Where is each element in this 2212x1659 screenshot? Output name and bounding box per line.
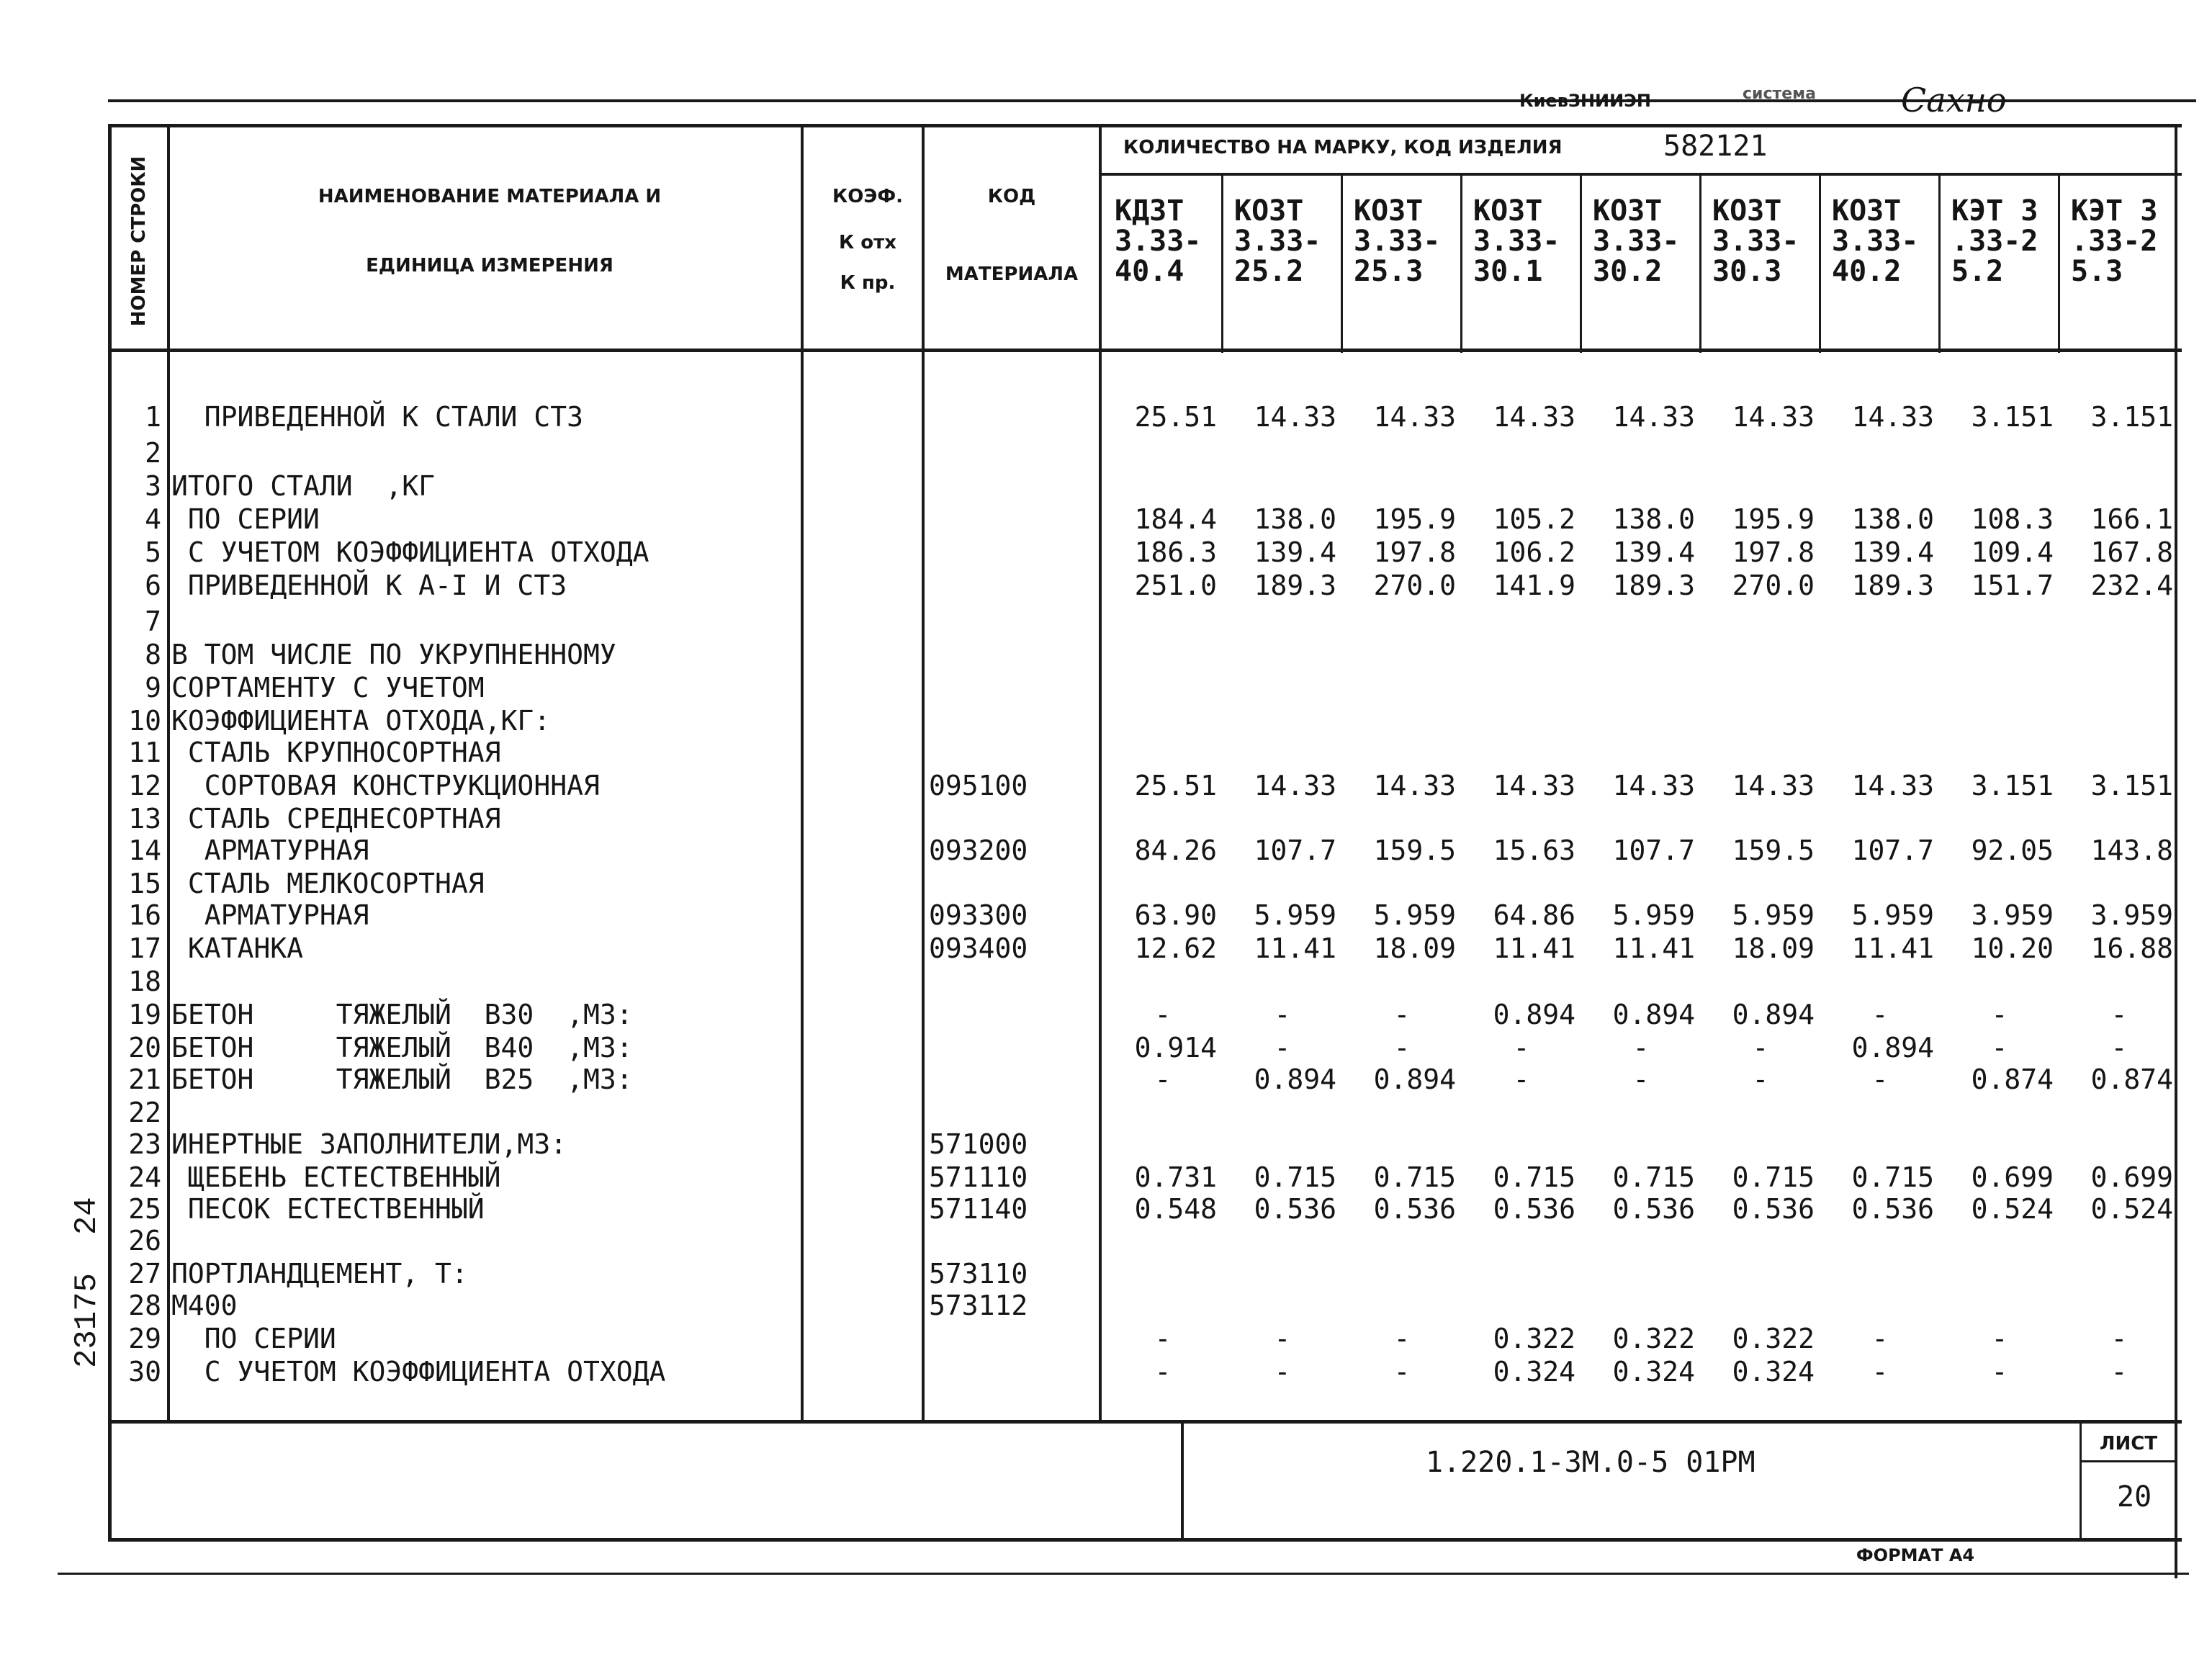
- row-material-name: С УЧЕТОМ КОЭФФИЦИЕНТА ОТХОДА: [171, 1356, 666, 1388]
- row-value: 0.536: [1493, 1193, 1575, 1225]
- mark-header-line: 40.2: [1832, 255, 1902, 288]
- row-number: 22: [128, 1097, 161, 1128]
- row-value: -: [1154, 1356, 1172, 1388]
- row-number: 4: [145, 503, 161, 535]
- row-value: 0.524: [1971, 1193, 2054, 1225]
- row-value: 138.0: [1851, 503, 1934, 535]
- row-value: 5.959: [1612, 899, 1695, 931]
- row-material-name: АРМАТУРНАЯ: [171, 835, 369, 866]
- row-material-code: 573112: [929, 1290, 1028, 1321]
- row-value: -: [1274, 1032, 1291, 1064]
- row-material-name: СОРТАМЕНТУ С УЧЕТОМ: [171, 672, 485, 703]
- mark-header-line: 40.4: [1115, 255, 1184, 288]
- col-right-border: [2175, 124, 2177, 1578]
- header-code-line1: КОД: [987, 186, 1036, 207]
- row-value: 151.7: [1971, 570, 2054, 601]
- row-value: 0.699: [1971, 1161, 2054, 1193]
- row-value: 0.715: [1851, 1161, 1934, 1193]
- row-value: 0.524: [2090, 1193, 2173, 1225]
- row-value: 0.322: [1732, 1323, 1815, 1354]
- row-value: 107.7: [1612, 835, 1695, 866]
- mark-header: [1115, 196, 1201, 287]
- system-stamp: система: [1743, 85, 1816, 103]
- row-value: 14.33: [1254, 401, 1336, 433]
- mark-header: [1234, 196, 1321, 287]
- row-material-name: КАТАНКА: [171, 932, 304, 964]
- mark-header-line: .33-2: [1951, 225, 2038, 258]
- row-value: 0.715: [1612, 1161, 1695, 1193]
- row-value: 18.09: [1373, 932, 1456, 964]
- row-number: 9: [145, 672, 161, 703]
- row-value: 139.4: [1254, 536, 1336, 568]
- row-value: -: [1752, 1064, 1769, 1095]
- row-value: 138.0: [1612, 503, 1695, 535]
- row-value: 0.536: [1851, 1193, 1934, 1225]
- row-value: 0.536: [1373, 1193, 1456, 1225]
- mark-header: [1712, 196, 1799, 287]
- header-product-code: 582121: [1663, 130, 1768, 163]
- row-value: -: [1513, 1032, 1530, 1064]
- row-number: 28: [128, 1290, 161, 1321]
- row-number: 30: [128, 1356, 161, 1388]
- mark-header-line: .33-2: [2071, 225, 2158, 258]
- row-value: 189.3: [1612, 570, 1695, 601]
- row-value: 14.33: [1612, 401, 1695, 433]
- row-value: 3.959: [2090, 899, 2173, 931]
- footer-bottom: [108, 1538, 2182, 1542]
- row-value: 92.05: [1971, 835, 2054, 866]
- row-number: 7: [145, 606, 161, 637]
- row-value: 12.62: [1134, 932, 1217, 964]
- row-material-code: 093400: [929, 932, 1028, 964]
- row-value: 0.914: [1134, 1032, 1217, 1064]
- mark-header-line: КЭТ 3: [1951, 194, 2038, 228]
- row-value: 186.3: [1134, 536, 1217, 568]
- col-name-border: [801, 124, 804, 1421]
- row-number: 16: [128, 899, 161, 931]
- org-stamp: КиевЗНИИЭП: [1519, 91, 1651, 111]
- row-value: 11.41: [1851, 932, 1934, 964]
- mark-header: [1354, 196, 1440, 287]
- row-value: -: [2110, 999, 2128, 1030]
- row-material-name: БЕТОН ТЯЖЕЛЫЙ В40 ,М3:: [171, 1032, 633, 1064]
- row-number: 27: [128, 1258, 161, 1290]
- row-value: 0.322: [1493, 1323, 1575, 1354]
- row-value: 84.26: [1134, 835, 1217, 866]
- row-value: 14.33: [1732, 770, 1815, 801]
- row-material-name: С УЧЕТОМ КОЭФФИЦИЕНТА ОТХОДА: [171, 536, 649, 568]
- sheet-box-mid: [2080, 1460, 2176, 1462]
- row-value: 5.959: [1254, 899, 1336, 931]
- row-material-code: 093200: [929, 835, 1028, 866]
- row-value: 251.0: [1134, 570, 1217, 601]
- row-value: 0.548: [1134, 1193, 1217, 1225]
- mark-header: [2071, 196, 2157, 287]
- row-value: 25.51: [1134, 770, 1217, 801]
- row-value: -: [1632, 1032, 1650, 1064]
- signature: Сахно: [1901, 81, 2007, 120]
- row-number: 25: [128, 1193, 161, 1225]
- row-number: 18: [128, 966, 161, 997]
- mark-header: [1832, 196, 1918, 287]
- row-material-name: ПРИВЕДЕННОЙ К СТАЛИ СТ3: [171, 401, 583, 433]
- row-value: 0.715: [1254, 1161, 1336, 1193]
- mark-header: [1473, 196, 1560, 287]
- mark-header-line: 3.33-: [1354, 225, 1441, 258]
- row-value: 5.959: [1373, 899, 1456, 931]
- row-material-name: В ТОМ ЧИСЛЕ ПО УКРУПНЕННОМУ: [171, 639, 616, 670]
- row-value: 14.33: [1373, 401, 1456, 433]
- row-value: -: [1871, 1323, 1889, 1354]
- row-value: -: [2110, 1032, 2128, 1064]
- row-material-name: СТАЛЬ КРУПНОСОРТНАЯ: [171, 737, 501, 768]
- row-value: 3.959: [1971, 899, 2054, 931]
- mark-header: [1951, 196, 2038, 287]
- row-material-name: КОЭФФИЦИЕНТА ОТХОДА,КГ:: [171, 705, 551, 737]
- row-value: 18.09: [1732, 932, 1815, 964]
- row-value: 3.151: [2090, 770, 2173, 801]
- row-number: 8: [145, 639, 161, 670]
- row-value: 10.20: [1971, 932, 2054, 964]
- row-value: 232.4: [2090, 570, 2173, 601]
- row-value: 139.4: [1612, 536, 1695, 568]
- row-material-name: СОРТОВАЯ КОНСТРУКЦИОННАЯ: [171, 770, 600, 801]
- row-value: 189.3: [1851, 570, 1934, 601]
- mark-header-line: КД3Т: [1115, 194, 1184, 228]
- row-value: 0.894: [1373, 1064, 1456, 1095]
- header-bottom-border: [108, 349, 2182, 352]
- mark-header-line: 5.2: [1951, 255, 2004, 288]
- row-value: -: [1871, 1064, 1889, 1095]
- mark-header-line: 25.3: [1354, 255, 1424, 288]
- mark-header-line: КО3Т: [1712, 194, 1782, 228]
- row-number: 13: [128, 803, 161, 835]
- mark-sep-2: [1341, 173, 1343, 353]
- row-value: -: [1991, 1323, 2008, 1354]
- mark-header-line: КЭТ 3: [2071, 194, 2158, 228]
- row-value: 107.7: [1254, 835, 1336, 866]
- row-value: -: [1991, 1032, 2008, 1064]
- row-value: 270.0: [1732, 570, 1815, 601]
- row-value: 0.894: [1732, 999, 1815, 1030]
- row-value: 0.894: [1851, 1032, 1934, 1064]
- row-value: 0.894: [1254, 1064, 1336, 1095]
- row-value: 3.151: [1971, 401, 2054, 433]
- row-value: -: [1154, 1323, 1172, 1354]
- row-value: 189.3: [1254, 570, 1336, 601]
- row-value: -: [1274, 1323, 1291, 1354]
- row-value: -: [1632, 1064, 1650, 1095]
- row-value: 0.322: [1612, 1323, 1695, 1354]
- row-value: 270.0: [1373, 570, 1456, 601]
- mark-header-line: 30.2: [1593, 255, 1663, 288]
- row-value: 11.41: [1254, 932, 1336, 964]
- row-value: 14.33: [1851, 770, 1934, 801]
- mark-header-line: 30.1: [1473, 255, 1543, 288]
- mark-header-line: 25.2: [1234, 255, 1304, 288]
- row-material-name: АРМАТУРНАЯ: [171, 899, 369, 931]
- marks-top-border: [1102, 173, 2182, 176]
- mark-header-line: КО3Т: [1593, 194, 1663, 228]
- row-value: 138.0: [1254, 503, 1336, 535]
- row-value: 0.536: [1254, 1193, 1336, 1225]
- row-value: 0.324: [1493, 1356, 1575, 1388]
- row-value: 0.536: [1732, 1193, 1815, 1225]
- mark-header-line: 3.33-: [1115, 225, 1202, 258]
- row-number: 24: [128, 1161, 161, 1193]
- table-body-bottom: [108, 1420, 2182, 1424]
- row-value: 108.3: [1971, 503, 2054, 535]
- mark-sep-3: [1460, 173, 1462, 353]
- mark-header: [1593, 196, 1679, 287]
- row-value: 195.9: [1373, 503, 1456, 535]
- row-number: 5: [145, 536, 161, 568]
- row-value: -: [1513, 1064, 1530, 1095]
- row-value: -: [1274, 1356, 1291, 1388]
- row-number: 10: [128, 705, 161, 737]
- mark-header-line: КО3Т: [1354, 194, 1424, 228]
- row-value: -: [1752, 1032, 1769, 1064]
- row-value: 14.33: [1254, 770, 1336, 801]
- row-number: 2: [145, 437, 161, 469]
- row-value: 184.4: [1134, 503, 1217, 535]
- row-value: -: [1274, 999, 1291, 1030]
- row-value: 141.9: [1493, 570, 1575, 601]
- format-label: ФОРМАТ А4: [1856, 1545, 1975, 1565]
- header-coef-line1: КОЭФ.: [832, 186, 904, 207]
- header-coef-line2: К отх: [838, 232, 896, 253]
- row-value: -: [1991, 999, 2008, 1030]
- sheet-label: ЛИСТ: [2099, 1433, 2158, 1455]
- mark-sep-1: [1221, 173, 1223, 353]
- row-material-code: 571000: [929, 1128, 1028, 1160]
- row-number: 6: [145, 570, 161, 601]
- row-value: 11.41: [1612, 932, 1695, 964]
- mark-header-line: 3.33-: [1473, 225, 1560, 258]
- row-material-code: 093300: [929, 899, 1028, 931]
- row-number: 14: [128, 835, 161, 866]
- row-value: 25.51: [1134, 401, 1217, 433]
- row-material-name: ЩЕБЕНЬ ЕСТЕСТВЕННЫЙ: [171, 1161, 501, 1193]
- row-material-code: 573110: [929, 1258, 1028, 1290]
- top-border-ticks: [108, 99, 2196, 102]
- mark-header-line: 3.33-: [1593, 225, 1680, 258]
- row-number: 19: [128, 999, 161, 1030]
- row-material-name: СТАЛЬ МЕЛКОСОРТНАЯ: [171, 868, 485, 899]
- row-material-name: СТАЛЬ СРЕДНЕСОРТНАЯ: [171, 803, 501, 835]
- header-quantity-label: КОЛИЧЕСТВО НА МАРКУ, КОД ИЗДЕЛИЯ: [1123, 137, 1563, 158]
- row-value: -: [1393, 1032, 1411, 1064]
- row-number: 1: [145, 401, 161, 433]
- mark-header-line: 5.3: [2071, 255, 2123, 288]
- row-value: -: [1393, 1323, 1411, 1354]
- row-number: 26: [128, 1225, 161, 1256]
- row-value: 5.959: [1851, 899, 1934, 931]
- row-value: 109.4: [1971, 536, 2054, 568]
- mark-header-line: 3.33-: [1832, 225, 1919, 258]
- row-value: 14.33: [1493, 401, 1575, 433]
- row-value: 14.33: [1612, 770, 1695, 801]
- row-material-name: ПОРТЛАНДЦЕМЕНТ, Т:: [171, 1258, 468, 1290]
- row-value: 197.8: [1373, 536, 1456, 568]
- row-value: 0.874: [1971, 1064, 2054, 1095]
- row-material-code: 571140: [929, 1193, 1028, 1225]
- row-value: 166.1: [2090, 503, 2173, 535]
- mark-sep-8: [2058, 173, 2060, 353]
- row-value: 0.536: [1612, 1193, 1695, 1225]
- header-material-line2: ЕДИНИЦА ИЗМЕРЕНИЯ: [366, 255, 613, 276]
- row-material-name: ПО СЕРИИ: [171, 1323, 336, 1354]
- row-value: 0.715: [1373, 1161, 1456, 1193]
- row-value: -: [1871, 999, 1889, 1030]
- row-material-code: 095100: [929, 770, 1028, 801]
- row-value: 14.33: [1373, 770, 1456, 801]
- row-material-name: М400: [171, 1290, 238, 1321]
- footer-sep: [1181, 1420, 1184, 1539]
- row-value: 0.894: [1612, 999, 1695, 1030]
- col-coef-border: [922, 124, 925, 1421]
- row-value: -: [1991, 1356, 2008, 1388]
- page-bottom-line: [58, 1573, 2189, 1575]
- row-value: -: [1154, 1064, 1172, 1095]
- row-value: 3.151: [2090, 401, 2173, 433]
- row-value: 14.33: [1732, 401, 1815, 433]
- row-value: -: [2110, 1323, 2128, 1354]
- row-number: 15: [128, 868, 161, 899]
- row-value: 195.9: [1732, 503, 1815, 535]
- mark-header-line: 3.33-: [1234, 225, 1321, 258]
- row-value: 105.2: [1493, 503, 1575, 535]
- mark-sep-6: [1819, 173, 1821, 353]
- row-material-name: ПЕСОК ЕСТЕСТВЕННЫЙ: [171, 1193, 485, 1225]
- row-material-name: ПО СЕРИИ: [171, 503, 320, 535]
- row-value: 167.8: [2090, 536, 2173, 568]
- col-rownum-border: [167, 124, 170, 1421]
- mark-sep-7: [1938, 173, 1941, 353]
- header-material-line1: НАИМЕНОВАНИЕ МАТЕРИАЛА И: [318, 186, 662, 207]
- header-row-number: НОМЕР СТРОКИ: [128, 156, 150, 327]
- row-number: 20: [128, 1032, 161, 1064]
- row-number: 21: [128, 1064, 161, 1095]
- row-value: 0.894: [1493, 999, 1575, 1030]
- row-value: 106.2: [1493, 536, 1575, 568]
- sheet-number: 20: [2117, 1480, 2152, 1514]
- row-material-name: ИТОГО СТАЛИ ,КГ: [171, 470, 436, 502]
- row-material-name: ИНЕРТНЫЕ ЗАПОЛНИТЕЛИ,М3:: [171, 1128, 567, 1160]
- row-value: 143.8: [2090, 835, 2173, 866]
- mark-header-line: КО3Т: [1234, 194, 1304, 228]
- row-value: 14.33: [1493, 770, 1575, 801]
- header-code-line2: МАТЕРИАЛА: [945, 264, 1079, 285]
- row-value: -: [1393, 999, 1411, 1030]
- sheet-box-left: [2080, 1420, 2082, 1539]
- row-value: 0.324: [1612, 1356, 1695, 1388]
- row-number: 3: [145, 470, 161, 502]
- doc-code: 1.220.1-3М.0-5 01РМ: [1426, 1446, 1755, 1479]
- row-material-name: БЕТОН ТЯЖЕЛЫЙ В25 ,М3:: [171, 1064, 633, 1095]
- row-value: 0.874: [2090, 1064, 2173, 1095]
- row-value: 0.715: [1493, 1161, 1575, 1193]
- row-value: -: [1393, 1356, 1411, 1388]
- row-value: 0.731: [1134, 1161, 1217, 1193]
- row-value: -: [1871, 1356, 1889, 1388]
- mark-header-line: 30.3: [1712, 255, 1782, 288]
- row-value: 139.4: [1851, 536, 1934, 568]
- row-value: 16.88: [2090, 932, 2173, 964]
- mark-header-line: 3.33-: [1712, 225, 1799, 258]
- row-value: 14.33: [1851, 401, 1934, 433]
- row-value: -: [1154, 999, 1172, 1030]
- row-material-code: 571110: [929, 1161, 1028, 1193]
- mark-header-line: КО3Т: [1473, 194, 1543, 228]
- row-number: 11: [128, 737, 161, 768]
- row-number: 29: [128, 1323, 161, 1354]
- row-value: 107.7: [1851, 835, 1934, 866]
- row-value: 15.63: [1493, 835, 1575, 866]
- row-value: 64.86: [1493, 899, 1575, 931]
- row-value: 5.959: [1732, 899, 1815, 931]
- row-value: 11.41: [1493, 932, 1575, 964]
- row-number: 23: [128, 1128, 161, 1160]
- row-value: 63.90: [1134, 899, 1217, 931]
- table-top-border: [108, 124, 2182, 127]
- row-value: 0.699: [2090, 1161, 2173, 1193]
- row-value: 3.151: [1971, 770, 2054, 801]
- row-value: 159.5: [1732, 835, 1815, 866]
- row-material-name: ПРИВЕДЕННОЙ К А-I И СТ3: [171, 570, 567, 601]
- row-number: 12: [128, 770, 161, 801]
- mark-sep-4: [1580, 173, 1582, 353]
- header-coef-line3: К пр.: [840, 272, 896, 294]
- row-value: 159.5: [1373, 835, 1456, 866]
- row-value: 0.324: [1732, 1356, 1815, 1388]
- mark-sep-5: [1699, 173, 1701, 353]
- row-value: -: [2110, 1356, 2128, 1388]
- row-value: 0.715: [1732, 1161, 1815, 1193]
- side-note: 23175 24: [69, 1197, 105, 1368]
- row-value: 197.8: [1732, 536, 1815, 568]
- mark-header-line: КО3Т: [1832, 194, 1902, 228]
- row-number: 17: [128, 932, 161, 964]
- row-material-name: БЕТОН ТЯЖЕЛЫЙ В30 ,М3:: [171, 999, 633, 1030]
